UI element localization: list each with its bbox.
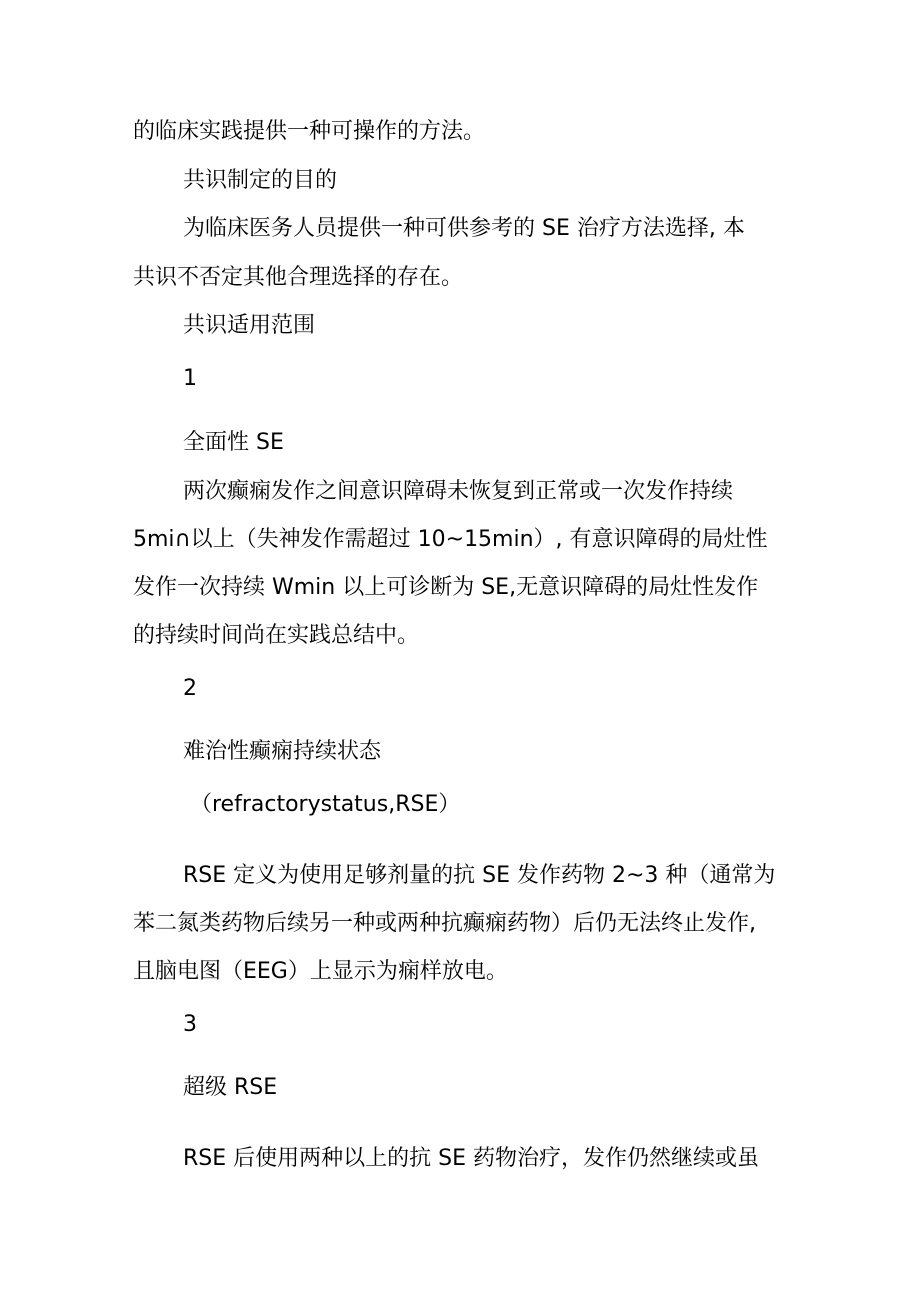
subsection-heading: 全面性 SE	[183, 430, 284, 455]
paragraph-line: 的临床实践提供一种可操作的方法。	[133, 119, 486, 144]
paragraph-line: RSE 定义为使用足够剂量的抗 SE 发作药物 2~3 种（通常为	[183, 863, 776, 888]
paragraph-line: 共识不否定其他合理选择的存在。	[133, 265, 464, 290]
subsection-heading-english: （refractorystatus,RSE）	[190, 792, 461, 817]
section-number: 2	[183, 676, 197, 701]
section-heading: 共识制定的目的	[183, 168, 338, 193]
paragraph-line: 为临床医务人员提供一种可供参考的 SE 治疗方法选择, 本	[183, 216, 745, 241]
section-number: 1	[183, 366, 197, 391]
paragraph-line: 两次癫痫发作之间意识障碍未恢复到正常或一次发作持续	[183, 479, 734, 504]
paragraph-line: 且脑电图（EEG）上显示为痫样放电。	[133, 959, 508, 984]
section-number: 3	[183, 1012, 197, 1037]
paragraph-line: 苯二氮类药物后续另一种或两种抗癫痫药物）后仍无法终止发作,	[133, 911, 756, 936]
subsection-heading: 难治性癫痫持续状态	[183, 739, 382, 764]
paragraph-line: RSE 后使用两种以上的抗 SE 药物治疗，发作仍然继续或虽	[183, 1146, 759, 1171]
section-heading: 共识适用范围	[183, 313, 316, 338]
paragraph-line: 发作一次持续 Wmin 以上可诊断为 SE,无意识障碍的局灶性发作	[133, 575, 759, 600]
paragraph-line: 的持续时间尚在实践总结中。	[133, 623, 420, 648]
paragraph-line: 5mi∩以上（失神发作需超过 10~15min）, 有意识障碍的局灶性	[133, 527, 768, 552]
subsection-heading: 超级 RSE	[183, 1075, 278, 1100]
